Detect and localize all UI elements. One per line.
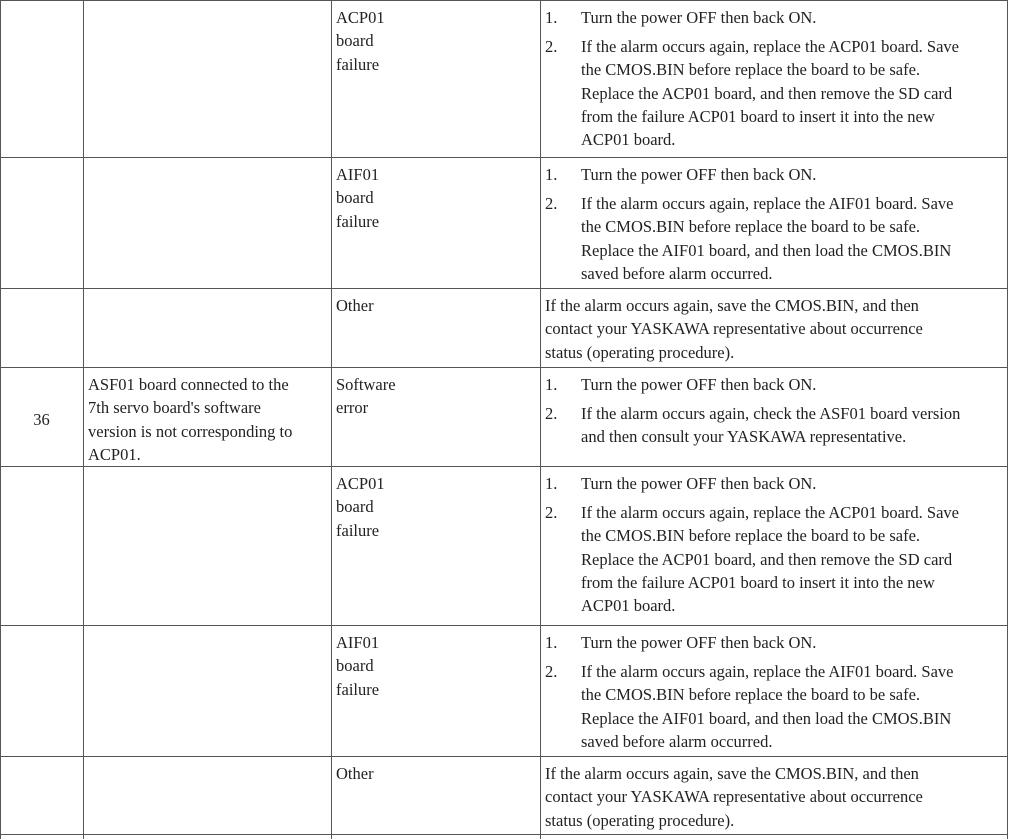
- step-line: saved before alarm occurred.: [581, 731, 773, 751]
- step-line: If the alarm occurs again, replace the ACP01 board. Save: [581, 37, 959, 56]
- step-number: 1.: [545, 165, 558, 184]
- step-number: 1.: [545, 474, 558, 493]
- step-line: saved before alarm occurred.: [581, 263, 773, 283]
- step-line: the CMOS.BIN before replace the board to be safe.: [581, 685, 921, 705]
- step-text: [581, 35, 959, 151]
- step-line: Turn the power OFF then back ON.: [581, 633, 817, 652]
- cause-cell: ACP01 board failure: [336, 474, 385, 540]
- step-number: 1.: [545, 633, 558, 652]
- step-text: [581, 6, 816, 29]
- step-line: Turn the power OFF then back ON.: [581, 165, 817, 184]
- step-line: ACP01 board.: [581, 596, 676, 616]
- remedy-text-cell: [545, 294, 923, 364]
- step-number: 2.: [545, 662, 558, 681]
- step-line: If the alarm occurs again, replace the ACP01 board. Save: [581, 503, 959, 522]
- remedy-step: [545, 501, 1003, 618]
- step-line: Turn the power OFF then back ON.: [581, 375, 817, 394]
- step-line: If the alarm occurs again, replace the AIF01 board. Save: [581, 662, 954, 681]
- remedy-line: status (operating procedure).: [545, 342, 735, 362]
- step-line: from the failure ACP01 board to insert it into the new: [581, 572, 935, 592]
- step-line: ACP01 board.: [581, 130, 676, 150]
- cause-cell: AIF01 board failure: [336, 165, 380, 231]
- remedy-step: [545, 6, 1003, 29]
- step-line: from the failure ACP01 board to insert it into the new: [581, 106, 935, 126]
- step-line: Turn the power OFF then back ON.: [581, 474, 817, 493]
- column-divider: [540, 0, 541, 839]
- description-line: version is not corresponding to: [88, 421, 293, 441]
- remedy-line: contact your YASKAWA representative about occurrence: [545, 787, 923, 807]
- remedy-step: [545, 472, 1003, 495]
- remedy-step: [545, 373, 1003, 396]
- remedy-step: [545, 660, 1003, 753]
- step-number: 1.: [545, 8, 558, 27]
- column-divider: [331, 0, 332, 839]
- step-line: Replace the AIF01 board, and then load the CMOS.BIN: [581, 708, 952, 728]
- row-divider: [0, 625, 1008, 626]
- step-text: [581, 472, 816, 495]
- step-text: [581, 631, 816, 654]
- remedy-line: status (operating procedure).: [545, 810, 735, 830]
- remedy-line: If the alarm occurs again, save the CMOS.BIN, and then: [545, 764, 919, 783]
- step-number: 1.: [545, 375, 558, 394]
- step-text: [581, 660, 953, 753]
- step-number: 2.: [545, 194, 558, 213]
- step-text: [581, 373, 816, 396]
- column-divider: [1007, 0, 1008, 839]
- remedy-line: If the alarm occurs again, save the CMOS.BIN, and then: [545, 296, 919, 315]
- step-line: If the alarm occurs again, replace the AIF01 board. Save: [581, 194, 954, 213]
- row-divider: [0, 367, 1008, 368]
- step-text: [581, 192, 953, 285]
- step-number: 2.: [545, 404, 558, 423]
- cause-cell: AIF01 board failure: [336, 633, 380, 699]
- step-number: 2.: [545, 503, 558, 522]
- row-divider: [0, 834, 1008, 835]
- step-number: 2.: [545, 37, 558, 56]
- description-line: ASF01 board connected to the: [88, 375, 289, 394]
- step-line: Replace the AIF01 board, and then load the CMOS.BIN: [581, 240, 952, 260]
- description-line: 7th servo board's software: [88, 398, 261, 418]
- step-line: Turn the power OFF then back ON.: [581, 8, 817, 27]
- cause-cell: Software error: [336, 375, 396, 418]
- description-line: ACP01.: [88, 444, 141, 464]
- step-line: the CMOS.BIN before replace the board to be safe.: [581, 526, 921, 546]
- row-divider: [0, 0, 1008, 1]
- remedy-step: [545, 35, 1003, 152]
- row-divider: [0, 288, 1008, 289]
- remedy-step: [545, 192, 1003, 285]
- step-text: [581, 402, 960, 449]
- cause-cell: Other: [336, 296, 374, 315]
- step-line: Replace the ACP01 board, and then remove the SD card: [581, 83, 953, 103]
- description-cell: [88, 373, 292, 466]
- step-line: the CMOS.BIN before replace the board to be safe.: [581, 217, 921, 237]
- step-line: Replace the ACP01 board, and then remove the SD card: [581, 549, 953, 569]
- cause-cell: Other: [336, 764, 374, 783]
- column-divider: [83, 0, 84, 839]
- row-divider: [0, 756, 1008, 757]
- remedy-step: [545, 402, 1003, 449]
- step-line: If the alarm occurs again, check the ASF01 board version: [581, 404, 961, 423]
- step-text: [581, 163, 816, 186]
- cause-cell: ACP01 board failure: [336, 8, 385, 74]
- remedy-text-cell: [545, 762, 923, 832]
- row-divider: [0, 157, 1008, 158]
- alarm-number-cell: 36: [33, 409, 50, 429]
- remedy-line: contact your YASKAWA representative about occurrence: [545, 319, 923, 339]
- remedy-step: [545, 631, 1003, 654]
- step-text: [581, 501, 959, 617]
- step-line: and then consult your YASKAWA representative.: [581, 427, 907, 447]
- step-line: the CMOS.BIN before replace the board to be safe.: [581, 60, 921, 80]
- remedy-step: [545, 163, 1003, 186]
